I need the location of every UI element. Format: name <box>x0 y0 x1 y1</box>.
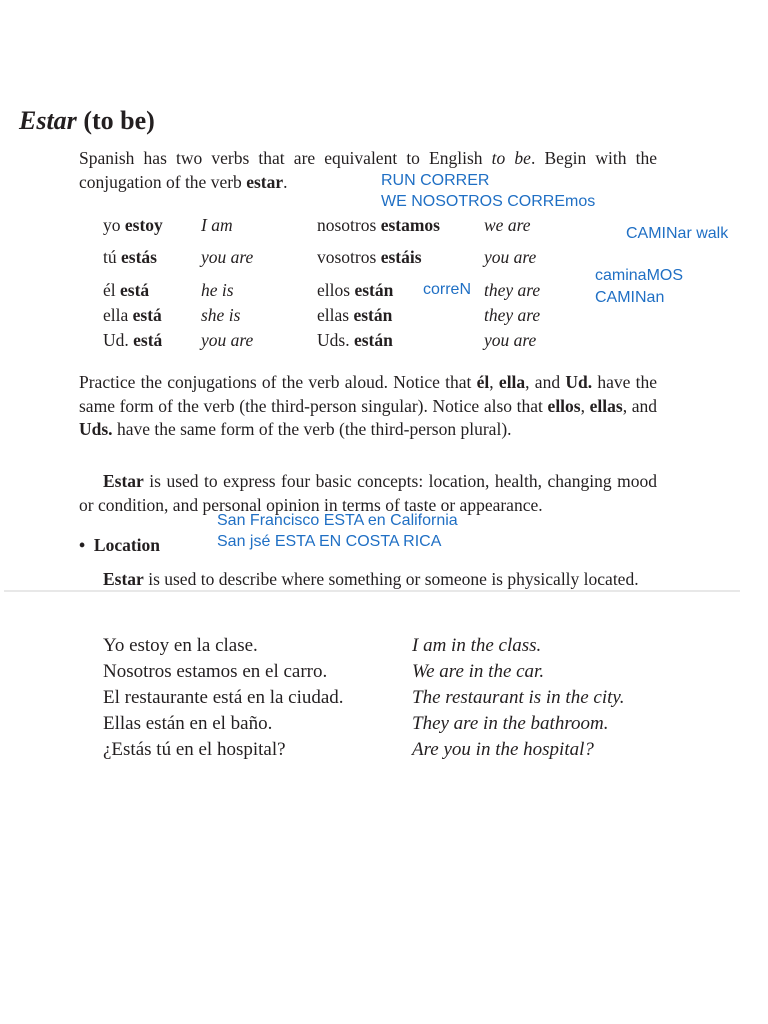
practice-paragraph: Practice the conjugations of the verb aloud. Notice that él, ella, and Ud. have the same form of the verb (the third-person singular). Notice also that ellos, ellas, and Uds. have the same form of the verb (the third-person plural). <box>79 372 657 439</box>
annotation-nosotros-corremos: WE NOSOTROS CORREmos <box>381 193 596 210</box>
conj-singular: ella está <box>103 305 162 325</box>
example-english: Are you in the hospital? <box>412 739 594 760</box>
example-spanish: ¿Estás tú en el hospital? <box>103 739 286 760</box>
location-description: Estar is used to describe where something or someone is physically located. <box>103 569 639 589</box>
conj-plural: ellos están <box>317 280 394 300</box>
page-title: Estar (to be) <box>19 106 155 135</box>
conj-plural: Uds. están <box>317 330 393 350</box>
example-spanish: Yo estoy en la clase. <box>103 635 258 656</box>
annotation-corren: correN <box>423 281 472 298</box>
annotation-caminar-walk: CAMINar walk <box>626 225 729 242</box>
uses-paragraph: Estar is used to express four basic concepts: location, health, changing mood or condition, and personal opinion in terms of taste or appearance. <box>79 471 657 515</box>
intro-paragraph: Spanish has two verbs that are equivalent to English to be. Begin with the conjugation of the verb estar. <box>79 148 657 192</box>
example-english: We are in the car. <box>412 661 545 682</box>
location-heading: • Location <box>79 535 161 555</box>
conj-plural-en: you are <box>484 247 537 267</box>
conj-singular-en: I am <box>201 215 233 235</box>
conj-plural-en: they are <box>484 280 541 300</box>
annotation-san-jose: San jsé ESTA EN COSTA RICA <box>217 533 442 550</box>
conj-plural-en: you are <box>484 330 537 350</box>
conj-plural-en: we are <box>484 215 531 235</box>
conj-singular: él está <box>103 280 150 300</box>
conj-plural: ellas están <box>317 305 393 325</box>
conj-singular-en: you are <box>201 330 254 350</box>
annotation-run-correr: RUN CORRER <box>381 172 490 189</box>
annotation-caminamos: caminaMOS <box>595 267 684 284</box>
example-spanish: Nosotros estamos en el carro. <box>103 661 328 682</box>
conj-plural-en: they are <box>484 305 541 325</box>
conj-singular-en: she is <box>201 305 241 325</box>
annotation-caminan: CAMINan <box>595 289 665 306</box>
example-spanish: El restaurante está en la ciudad. <box>103 687 344 708</box>
conj-singular: Ud. está <box>103 330 163 350</box>
conj-singular-en: he is <box>201 280 234 300</box>
conj-singular: tú estás <box>103 247 157 267</box>
conj-plural: nosotros estamos <box>317 215 440 235</box>
example-english: They are in the bathroom. <box>412 713 609 734</box>
conj-singular-en: you are <box>201 247 254 267</box>
example-english: I am in the class. <box>412 635 542 656</box>
conj-singular: yo estoy <box>103 215 163 235</box>
annotation-san-francisco: San Francisco ESTA en California <box>217 512 458 529</box>
example-spanish: Ellas están en el baño. <box>103 713 273 734</box>
conj-plural: vosotros estáis <box>317 247 422 267</box>
example-english: The restaurant is in the city. <box>412 687 625 708</box>
